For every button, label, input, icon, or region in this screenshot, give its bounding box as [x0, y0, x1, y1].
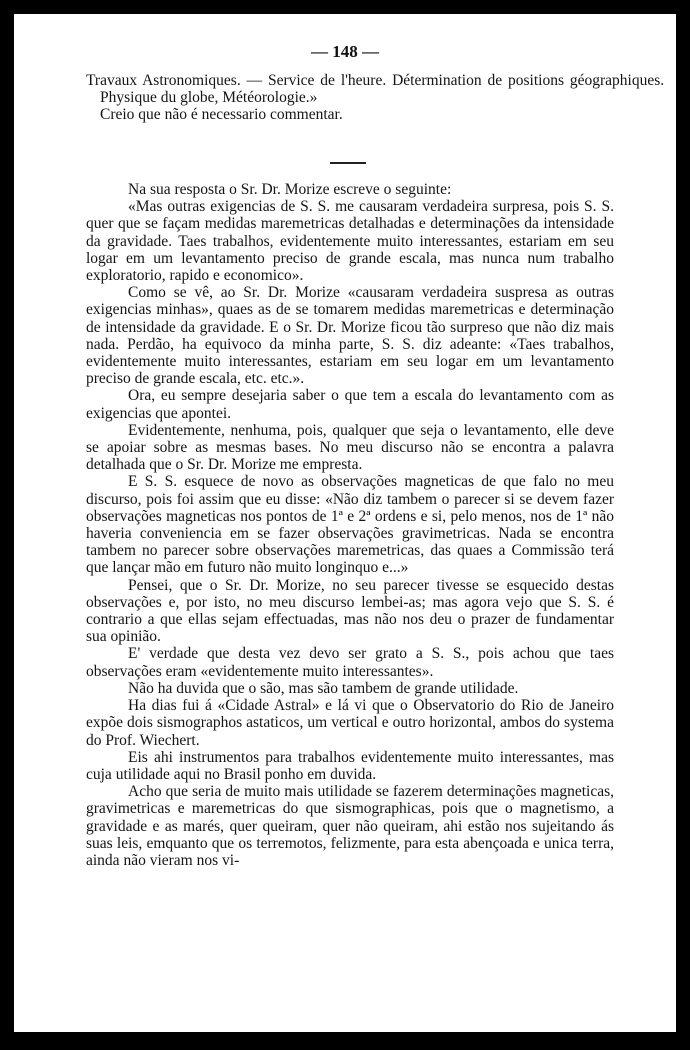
paragraph: Não ha duvida que o são, mas são tambem de grande utilidade. — [128, 679, 519, 697]
preamble-line-3: Creio que não é necessario commentar. — [100, 106, 343, 124]
paragraph: Como se vê, ao Sr. Dr. Morize «causaram verdadeira suspresa as outras exigencias minhas», quaes as de se tomarem medidas maremetricas e determinação de intensidade da gravidade. E o Sr. Dr. Morize ficou tão surpreso que não diz mais nada. Perdão, ha equivoco da minha parte, S. S. diz adeante: «Taes trabalhos, evidentemente muito interessantes, estariam em seu logar em um levantamento preciso de grande escala, etc. etc.». — [86, 284, 614, 388]
paragraph: E' verdade que desta vez devo ser grato a S. S., pois achou que taes observações eram «evidentemente muito interessantes». — [86, 645, 614, 680]
preamble-line-2: Physique du globe, Météorologie.» — [100, 89, 318, 107]
paragraph: Acho que seria de muito mais utilidade se fazerem determinações magneticas, gravimetricas e maremetricas do que sismographicas, pois que o magnetismo, a gravidade e as marés, quer queiram, quer não queiram, ahi estão nos sujeitando ás suas leis, emquanto que os terremotos, felizmente, para esta abençoada e unica terra, ainda não vieram nos vi- — [86, 783, 614, 869]
paragraph: Eis ahi instrumentos para trabalhos evidentemente muito interessantes, mas cuja utilidade aqui no Brasil ponho em duvida. — [86, 748, 614, 783]
section-divider — [330, 162, 366, 164]
paragraph: Ora, eu sempre desejaria saber o que tem a escala do levantamento com as exigencias que apontei. — [86, 387, 614, 422]
paragraph: «Mas outras exigencias de S. S. me causaram verdadeira surpresa, pois S. S. quer que se façam medidas maremetricas detalhadas e determinações da intensidade da gravidade. Taes trabalhos, evidentemente muito interessantes, estariam em seu logar em um levantamento preciso de grande escala, mas nunca num trabalho exploratorio, rapido e economico». — [86, 198, 614, 285]
paragraph: Evidentemente, nenhuma, pois, qualquer que seja o levantamento, elle deve se apoiar sobre as mesmas bases. No meu discurso não se encontra a palavra detalhada que o Sr. Dr. Morize me empresta. — [86, 421, 614, 474]
body-text — [86, 181, 614, 869]
paragraph: Ha dias fui á «Cidade Astral» e lá vi que o Observatorio do Rio de Janeiro expõe dois sismographos astaticos, um vertical e outro horizontal, ambos do systema do Prof. Wiechert. — [86, 697, 614, 749]
preamble-line-1: Travaux Astronomiques. — Service de l'heure. Détermination de positions géographiques. — [86, 72, 665, 89]
paragraph: E S. S. esquece de novo as observações magneticas de que falo no meu discurso, pois foi assim que eu disse: «Não diz tambem o parecer si se devem fazer observações magneticas nos pontos de 1ª e 2ª ordens e si, pelo menos, nos de 1ª não haveria conveniencia em se fazer observações gravimetricas. Nada se encontra tambem no parecer sobre observações maremetricas, das quaes a Commissão terá que lançar mão em futuro não muito longinquo e...» — [86, 473, 614, 577]
page-number: — 148 — — [311, 42, 379, 61]
document-page — [14, 14, 676, 1032]
paragraph: Pensei, que o Sr. Dr. Morize, no seu parecer tivesse se esquecido destas observações e, por isto, no meu discurso lembei-as; mas agora vejo que S. S. é contrario a que ellas sejam effectuadas, mas não nos deu o prazer de fundamentar sua opinião. — [86, 576, 614, 646]
preamble-block — [86, 72, 665, 124]
paragraph: Na sua resposta o Sr. Dr. Morize escreve o seguinte: — [128, 181, 452, 198]
